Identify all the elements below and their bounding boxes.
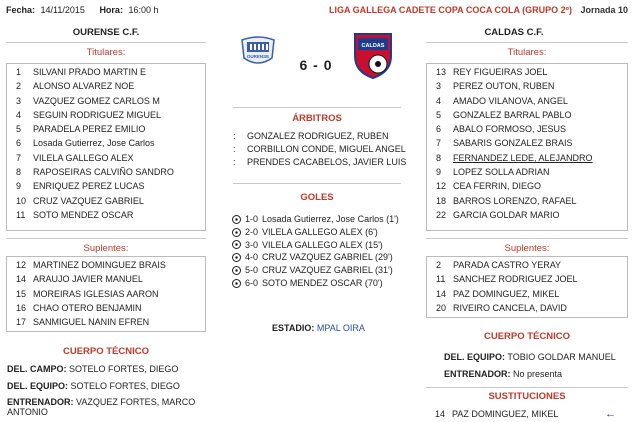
list-item: 14 PAZ DOMINGUEZ, MIKEL xyxy=(436,288,560,299)
divider xyxy=(426,42,628,43)
goal-row: 5-0 CRUZ VAZQUEZ GABRIEL (31') xyxy=(232,264,417,277)
home-team-name: OURENSE C.F. xyxy=(72,27,140,38)
staff-row: ENTRENADOR: No presenta xyxy=(444,369,563,379)
staff-row: ENTRENADOR: VAZQUEZ FORTES, MARCO ANTONIO xyxy=(7,397,196,417)
list-item: 6 ABALO FORMOSO, JESUS xyxy=(436,124,567,135)
home-titulares-title: Titulares: xyxy=(86,47,126,58)
list-item[interactable]: 8 FERNANDEZ LEDE, ALEJANDRO xyxy=(427,151,627,165)
list-item: 22 GARCIA GOLDAR MARIO xyxy=(436,209,560,220)
goles-title: GOLES xyxy=(300,192,334,203)
divider xyxy=(426,387,628,388)
competition-name: LIGA GALLEGA CADETE COPA COCA COLA (GRUPO 2º) xyxy=(329,5,572,15)
away-staff-list xyxy=(444,351,629,380)
hora-value: 16:00 h xyxy=(128,5,159,15)
estadio-link[interactable]: MPAL OIRA xyxy=(316,323,365,333)
list-item: 15 MOREIRAS IGLESIAS AARON xyxy=(16,288,159,299)
list-item: 17 SANMIGUEL NANIN EFREN xyxy=(16,317,150,328)
ball-icon xyxy=(232,266,241,275)
list-item: 5 PARADELA PEREZ EMILIO xyxy=(16,124,146,135)
list-item: 14 ARAUJO JAVIER MANUEL xyxy=(16,274,143,285)
staff-row: DEL. CAMPO: SOTELO FORTES, DIEGO xyxy=(7,364,179,374)
list-item: 16 CHAO OTERO BENJAMIN xyxy=(16,302,142,313)
ball-icon xyxy=(232,279,241,288)
home-logo-text: OURENSE xyxy=(246,54,270,59)
list-item: 10 CRUZ VAZQUEZ GABRIEL xyxy=(16,195,144,206)
estadio-label: ESTADIO: xyxy=(272,323,315,333)
home-suplentes-list xyxy=(6,256,206,332)
goal-row: 4-0 CRUZ VAZQUEZ GABRIEL (29') xyxy=(232,251,417,264)
divider xyxy=(233,183,401,184)
away-team-name: CALDAS C.F. xyxy=(484,27,544,38)
arbitros-title: ÁRBITROS xyxy=(292,113,342,124)
ball-icon xyxy=(232,228,241,237)
list-item: 2 ALONSO ALVAREZ NOE xyxy=(16,81,135,92)
goles-list xyxy=(232,213,417,290)
away-logo-text: CALDAS xyxy=(361,43,385,49)
list-item: 4 SEGUIN RODRIGUEZ MIGUEL xyxy=(16,109,162,120)
referee-row: : GONZALEZ RODRIGUEZ, RUBEN xyxy=(233,131,389,141)
staff-row: DEL. EQUIPO: TOBIO GOLDAR MANUEL xyxy=(444,352,616,362)
staff-row: DEL. EQUIPO: SOTELO FORTES, DIEGO xyxy=(7,381,180,391)
home-cuerpo-tecnico-title: CUERPO TÉCNICO xyxy=(62,346,150,357)
divider xyxy=(233,107,401,108)
list-item: 12 MARTINEZ DOMINGUEZ BRAIS xyxy=(16,260,166,270)
referee-row: : CORBILLON CONDE, MIGUEL ANGEL xyxy=(233,143,406,154)
match-score: 6 - 0 xyxy=(299,57,333,73)
list-item: 9 LOPEZ SOLLA ADRIAN xyxy=(436,167,550,178)
list-item: 11 SOTO MENDEZ OSCAR xyxy=(16,209,134,220)
list-item: 13 REY FIGUEIRAS JOEL xyxy=(436,67,548,77)
divider xyxy=(6,238,206,239)
away-suplentes-title: Suplentes: xyxy=(504,243,550,254)
list-item: 4 AMADO VILANOVA, ANGEL xyxy=(436,95,568,106)
competition-header xyxy=(329,5,628,15)
ball-icon xyxy=(232,240,241,249)
ball-icon xyxy=(232,215,241,224)
list-item: 3 PEREZ OUTON, RUBEN xyxy=(436,81,555,92)
away-team-logo xyxy=(352,30,394,80)
list-item: 18 BARROS LORENZO, RAFAEL xyxy=(436,195,577,206)
away-cuerpo-tecnico-title: CUERPO TÉCNICO xyxy=(483,331,571,342)
away-titulares-list xyxy=(426,63,628,231)
list-item: 9 ENRIQUEZ PEREZ LUCAS xyxy=(16,181,145,192)
list-item: 6 Losada Gutierrez, Jose Carlos xyxy=(16,138,155,149)
goal-row: 1-0 Losada Gutierrez, Jose Carlos (1') xyxy=(232,213,417,226)
hora-label: Hora: xyxy=(99,5,123,15)
goal-row: 2-0 VILELA GALLEGO ALEX (6') xyxy=(232,226,417,239)
home-suplentes-title: Suplentes: xyxy=(83,243,129,254)
arbitros-list xyxy=(233,130,413,168)
ball-icon xyxy=(232,253,241,262)
list-item: 7 VILELA GALLEGO ALEX xyxy=(16,152,134,163)
jornada-label: Jornada 10 xyxy=(580,5,628,15)
list-item: 8 RAPOSEIRAS CALVIÑO SANDRO xyxy=(16,167,174,178)
referee-row: : PRENDES CACABELOS, JAVIER LUIS xyxy=(233,156,407,167)
home-titulares-list xyxy=(6,63,206,231)
divider xyxy=(426,238,628,239)
divider xyxy=(6,42,206,43)
list-item: 5 GONZALEZ BARRAL PABLO xyxy=(436,109,572,120)
list-item: 14 PAZ DOMINGUEZ, MIKEL ← xyxy=(435,408,616,420)
sustituciones-list xyxy=(426,407,628,421)
substitution-arrow-icon: ← xyxy=(605,408,616,420)
fecha-value: 14/11/2015 xyxy=(40,5,85,15)
sustituciones-title: SUSTITUCIONES xyxy=(488,391,566,402)
goal-row: 3-0 VILELA GALLEGO ALEX (15') xyxy=(232,239,417,252)
estadio-row xyxy=(272,323,365,333)
match-header-info xyxy=(6,5,162,15)
fecha-label: Fecha: xyxy=(6,5,36,15)
home-team-logo xyxy=(238,34,278,70)
list-item: 20 RIVEIRO CANCELA, DAVID xyxy=(436,302,567,313)
list-item: 3 VAZQUEZ GOMEZ CARLOS M xyxy=(16,95,160,106)
list-item: 1 SILVANI PRADO MARTIN E xyxy=(16,67,147,77)
goal-row: 6-0 SOTO MENDEZ OSCAR (70') xyxy=(232,277,417,290)
away-suplentes-list xyxy=(426,256,628,318)
list-item: 11 SANCHEZ RODRIGUEZ JOEL xyxy=(436,274,578,285)
player-link[interactable]: FERNANDEZ LEDE, ALEJANDRO xyxy=(453,152,593,163)
list-item: 12 CEA FERRIN, DIEGO xyxy=(436,181,542,192)
home-staff-list xyxy=(7,363,207,417)
away-titulares-title: Titulares: xyxy=(507,47,547,58)
list-item: 7 SABARIS GONZALEZ BRAIS xyxy=(436,138,573,149)
list-item: 2 PARADA CASTRO YERAY xyxy=(436,260,562,270)
